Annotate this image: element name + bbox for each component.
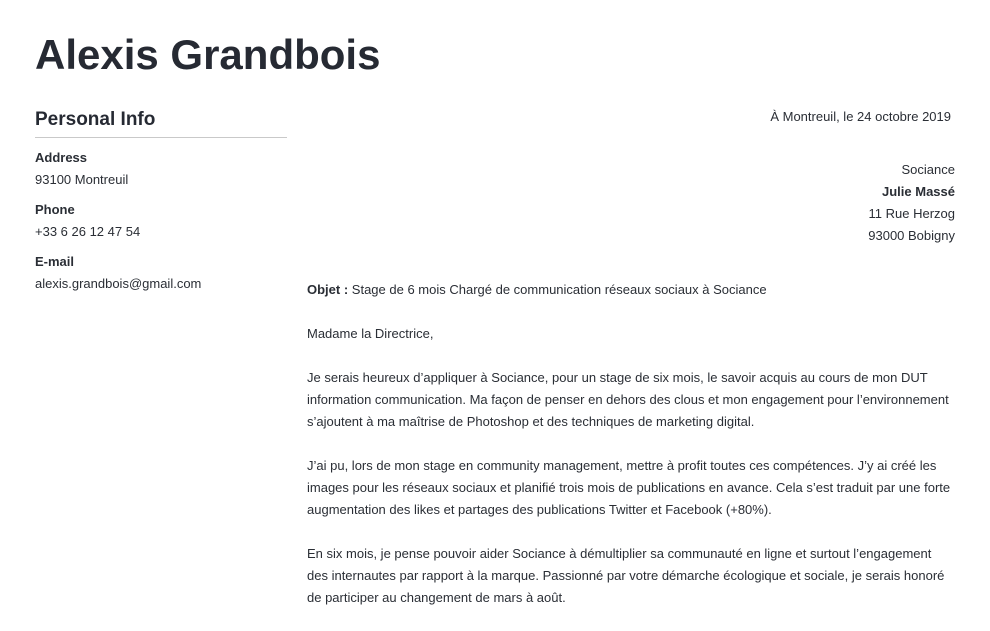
recipient-street: 11 Rue Herzog [868,206,955,221]
subject-line [307,279,955,301]
subject-label: Objet : [307,282,349,297]
salutation: Madame la Directrice, [307,326,434,341]
recipient-company: Sociance [901,162,955,177]
recipient-person: Julie Massé [882,184,955,199]
phone-value: +33 6 26 12 47 54 [35,224,141,239]
address-label: Address [35,150,88,165]
recipient-city: 93000 Bobigny [868,228,955,243]
personal-info-heading: Personal Info [35,108,287,138]
applicant-name: Alexis Grandbois [35,31,381,78]
letter-body [307,279,955,631]
personal-info-sidebar [35,108,287,306]
email-label: E-mail [35,254,75,269]
email-value: alexis.grandbois@gmail.com [35,276,202,291]
recipient-block [868,159,955,247]
paragraph-2: J’ai pu, lors de mon stage en community management, mettre à profit toutes ces compétences. J’y ai créé les images pour les réseaux sociaux et planifié trois mois de publications en avance. Cela s’est traduit par une forte augmentation des likes et partages des publications Twitter et Facebook (+80%). [307,458,951,517]
paragraph-1: Je serais heureux d’appliquer à Sociance, pour un stage de six mois, le savoir acquis au cours de mon DUT information communication. Ma façon de penser en dehors des clous et mon engagement pour l’environnement s’ajoutent à ma maîtrise de Photoshop et des techniques de marketing digital. [307,370,949,429]
subject-text: Stage de 6 mois Chargé de communication réseaux sociaux à Sociance [351,282,767,297]
letter-date: À Montreuil, le 24 octobre 2019 [770,109,951,124]
phone-label: Phone [35,202,75,217]
address-value: 93100 Montreuil [35,172,129,187]
paragraph-3: En six mois, je pense pouvoir aider Sociance à démultiplier sa communauté en ligne et surtout l’engagement des internautes par rapport à la marque. Passionné par votre démarche écologique et sociale, je serais honoré de participer au changement de mars à août. [307,546,945,605]
